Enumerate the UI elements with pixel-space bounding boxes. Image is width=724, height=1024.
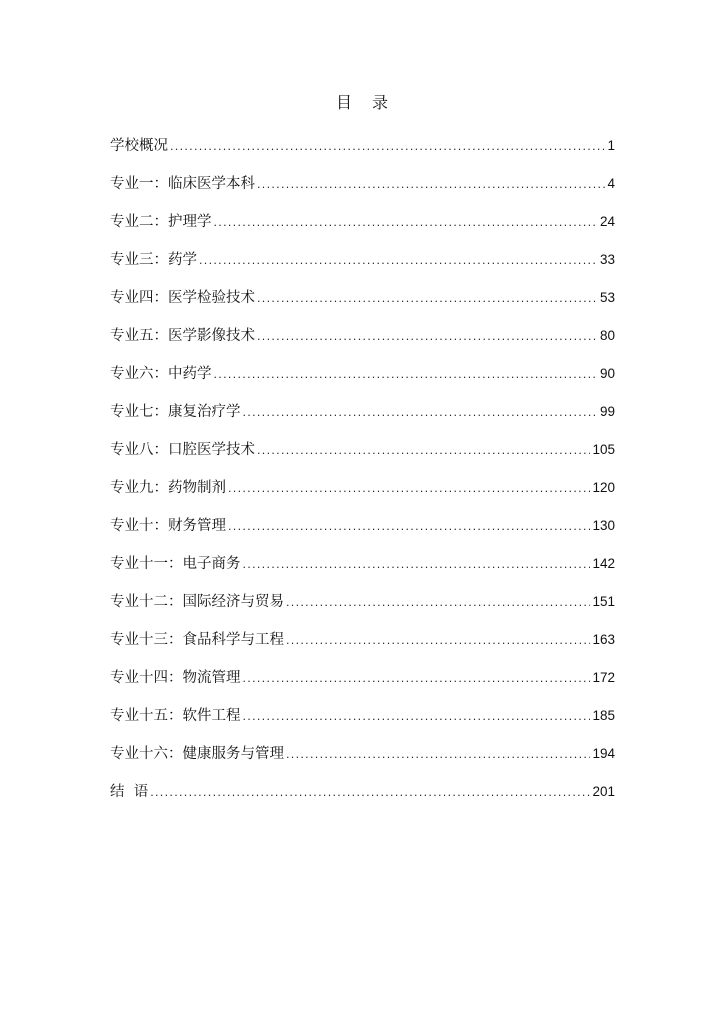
toc-leader-dots [257, 174, 605, 196]
toc-leader-dots [199, 250, 598, 272]
toc-entry-page: 80 [599, 328, 615, 343]
toc-entry-page: 105 [592, 442, 615, 457]
toc-entry-page: 172 [592, 670, 615, 685]
toc-entry-label: 专业五：医学影像技术 [110, 328, 255, 344]
toc-entry-page: 201 [592, 784, 615, 799]
toc-entry-label: 专业十三：食品科学与工程 [110, 632, 284, 648]
toc-entry-page: 90 [599, 366, 615, 381]
toc-entry-label: 学校概况 [110, 138, 168, 154]
toc-entry[interactable] [110, 439, 615, 477]
toc-leader-dots [214, 364, 598, 386]
toc-entry[interactable] [110, 667, 615, 705]
toc-entry-label: 专业十一：电子商务 [110, 556, 241, 572]
toc-leader-dots [286, 630, 590, 652]
toc-leader-dots [228, 516, 590, 538]
toc-leader-dots [257, 440, 590, 462]
toc-entry-page: 99 [599, 404, 615, 419]
toc-entry-label: 结 语 [110, 784, 149, 800]
toc-leader-dots [243, 668, 591, 690]
toc-entry[interactable] [110, 287, 615, 325]
toc-entry-page: 1 [607, 138, 615, 153]
toc-entry[interactable] [110, 211, 615, 249]
toc-leader-dots [214, 212, 598, 234]
toc-entry[interactable] [110, 515, 615, 553]
toc-entry[interactable] [110, 781, 615, 819]
toc-entry[interactable] [110, 249, 615, 287]
toc-leader-dots [170, 136, 605, 158]
toc-entry-label: 专业十：财务管理 [110, 518, 226, 534]
toc-entry[interactable] [110, 363, 615, 401]
toc-entry-label: 专业二：护理学 [110, 214, 212, 230]
toc-entry-page: 163 [592, 632, 615, 647]
toc-entry-page: 120 [592, 480, 615, 495]
toc-title-char-2: 录 [372, 93, 389, 112]
toc-entry-label: 专业十四：物流管理 [110, 670, 241, 686]
toc-entry[interactable] [110, 401, 615, 439]
toc-entry-label: 专业七：康复治疗学 [110, 404, 241, 420]
toc-entry-page: 53 [599, 290, 615, 305]
toc-leader-dots [257, 288, 598, 310]
toc-leader-dots [150, 782, 590, 804]
toc-entry-label: 专业九：药物制剂 [110, 480, 226, 496]
toc-entry-page: 33 [599, 252, 615, 267]
table-of-contents [110, 135, 615, 819]
toc-entry[interactable] [110, 591, 615, 629]
toc-entry[interactable] [110, 173, 615, 211]
toc-entry[interactable] [110, 743, 615, 781]
toc-entry-label: 专业八：口腔医学技术 [110, 442, 255, 458]
toc-entry-page: 194 [592, 746, 615, 761]
toc-entry[interactable] [110, 705, 615, 743]
toc-entry[interactable] [110, 135, 615, 173]
toc-title-char-1: 目 [335, 93, 352, 112]
toc-entry-label: 专业一：临床医学本科 [110, 176, 255, 192]
toc-leader-dots [243, 706, 591, 728]
toc-entry[interactable] [110, 325, 615, 363]
toc-leader-dots [257, 326, 598, 348]
toc-leader-dots [286, 592, 590, 614]
toc-entry-page: 185 [592, 708, 615, 723]
toc-entry-page: 24 [599, 214, 615, 229]
toc-entry-label: 专业四：医学检验技术 [110, 290, 255, 306]
toc-entry-label: 专业十六：健康服务与管理 [110, 746, 284, 762]
toc-entry[interactable] [110, 477, 615, 515]
toc-entry-page: 151 [592, 594, 615, 609]
toc-entry-label: 专业十五：软件工程 [110, 708, 241, 724]
toc-entry[interactable] [110, 629, 615, 667]
toc-entry[interactable] [110, 553, 615, 591]
toc-entry-label: 专业三：药学 [110, 252, 197, 268]
toc-entry-page: 130 [592, 518, 615, 533]
toc-entry-page: 142 [592, 556, 615, 571]
toc-leader-dots [243, 554, 591, 576]
toc-entry-label: 专业六：中药学 [110, 366, 212, 382]
toc-entry-label: 专业十二：国际经济与贸易 [110, 594, 284, 610]
toc-title [0, 90, 724, 113]
toc-leader-dots [228, 478, 590, 500]
toc-entry-page: 4 [607, 176, 615, 191]
toc-leader-dots [243, 402, 598, 424]
toc-leader-dots [286, 744, 590, 766]
